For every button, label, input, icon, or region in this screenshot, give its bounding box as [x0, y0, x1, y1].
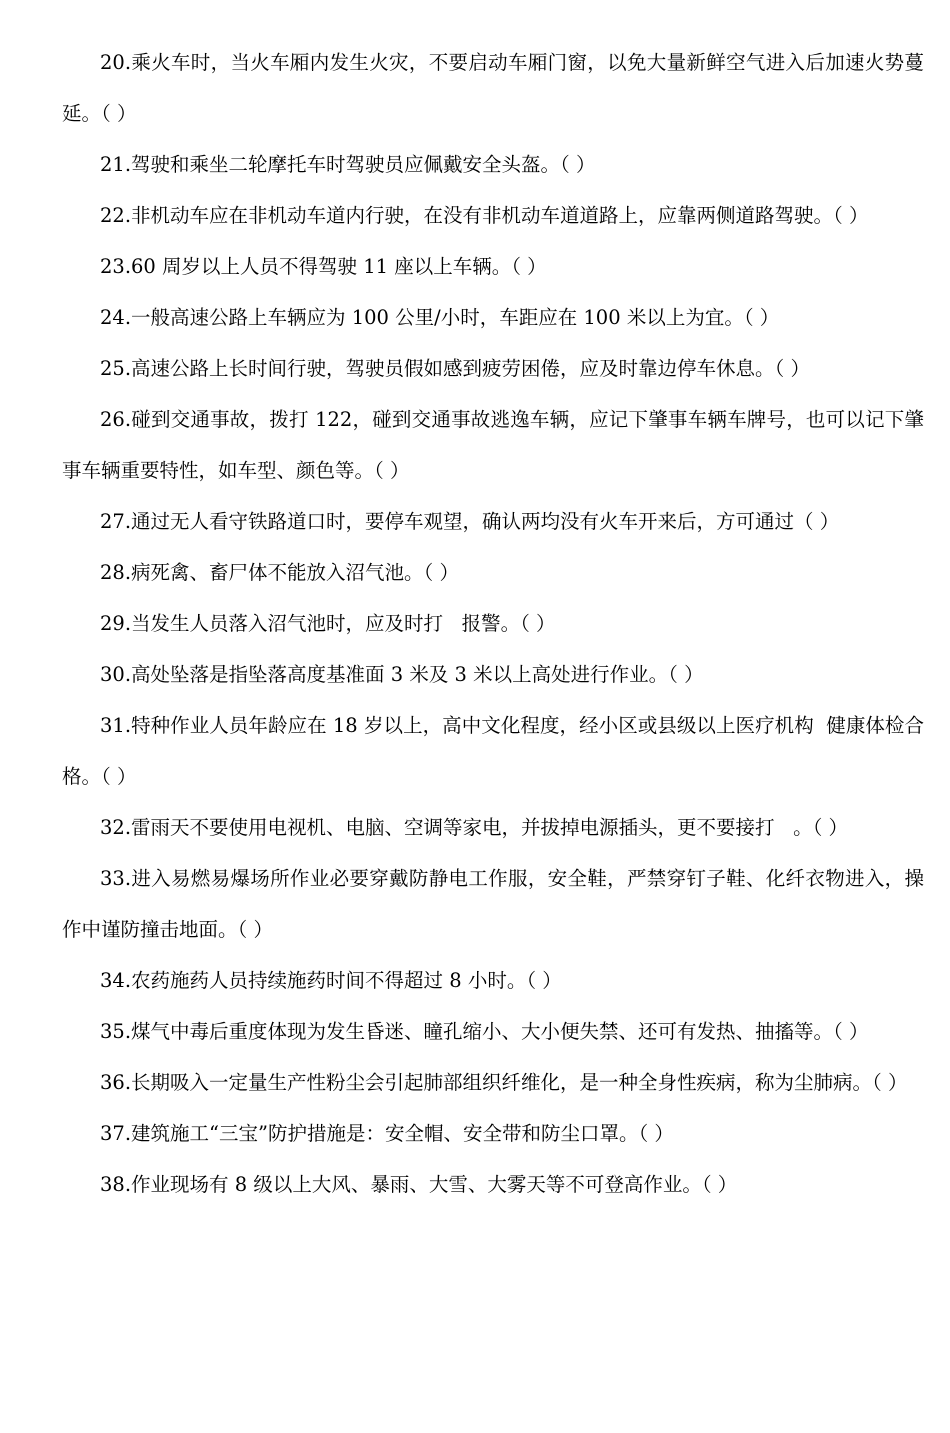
question-36: 36.长期吸入一定量生产性粉尘会引起肺部组织纤维化，是一种全身性疾病，称为尘肺病。（ ）	[100, 1071, 908, 1094]
question-37: 37.建筑施工“三宝”防护措施是：安全帽、安全带和防尘口罩。（ ）	[100, 1122, 674, 1145]
question-33: 33.进入易燃易爆场所作业必要穿戴防静电工作服，安全鞋，严禁穿钉子鞋、化纤衣物进入，操作中谨防撞击地面。（ ）	[62, 867, 924, 941]
question-38: 38.作业现场有 8 级以上大风、暴雨、大雪、大雾天等不可登高作业。（ ）	[100, 1173, 738, 1196]
question-24: 24.一般高速公路上车辆应为 100 公里/小时，车距应在 100 米以上为宜。（ ）	[100, 306, 780, 329]
question-22: 22.非机动车应在非机动车道内行驶，在没有非机动车道道路上，应靠两侧道路驾驶。（ ）	[100, 204, 869, 227]
question-31: 31.特种作业人员年龄应在 18 岁以上，高中文化程度，经小区或县级以上医疗机构 健康体检合格。（ ）	[62, 714, 924, 788]
question-30: 30.高处坠落是指坠落高度基准面 3 米及 3 米以上高处进行作业。（ ）	[100, 663, 704, 686]
question-34: 34.农药施药人员持续施药时间不得超过 8 小时。（ ）	[100, 969, 562, 992]
question-29: 29.当发生人员落入沼气池时，应及时打 报警。（ ）	[100, 612, 556, 635]
question-25: 25.高速公路上长时间行驶，驾驶员假如感到疲劳困倦，应及时靠边停车休息。（ ）	[100, 357, 810, 380]
question-32: 32.雷雨天不要使用电视机、电脑、空调等家电，并拔掉电源插头，更不要接打 。（ ）	[100, 816, 849, 839]
question-28: 28.病死禽、畜尸体不能放入沼气池。（ ）	[100, 561, 459, 584]
question-27: 27.通过无人看守铁路道口时，要停车观望，确认两均没有火车开来后，方可通过（ ）	[100, 510, 840, 533]
question-21: 21.驾驶和乘坐二轮摩托车时驾驶员应佩戴安全头盔。（ ）	[100, 153, 596, 176]
question-35: 35.煤气中毒后重度体现为发生昏迷、瞳孔缩小、大小便失禁、还可有发热、抽搐等。（ ）	[100, 1020, 869, 1043]
question-23: 23.60 周岁以上人员不得驾驶 11 座以上车辆。（ ）	[100, 255, 547, 278]
question-26: 26.碰到交通事故，拨打 122，碰到交通事故逃逸车辆，应记下肇事车辆车牌号，也可以记下肇事车辆重要特性，如车型、颜色等。（ ）	[62, 408, 924, 482]
question-20: 20.乘火车时，当火车厢内发生火灾，不要启动车厢门窗，以免大量新鲜空气进入后加速火势蔓延。（ ）	[62, 51, 924, 125]
